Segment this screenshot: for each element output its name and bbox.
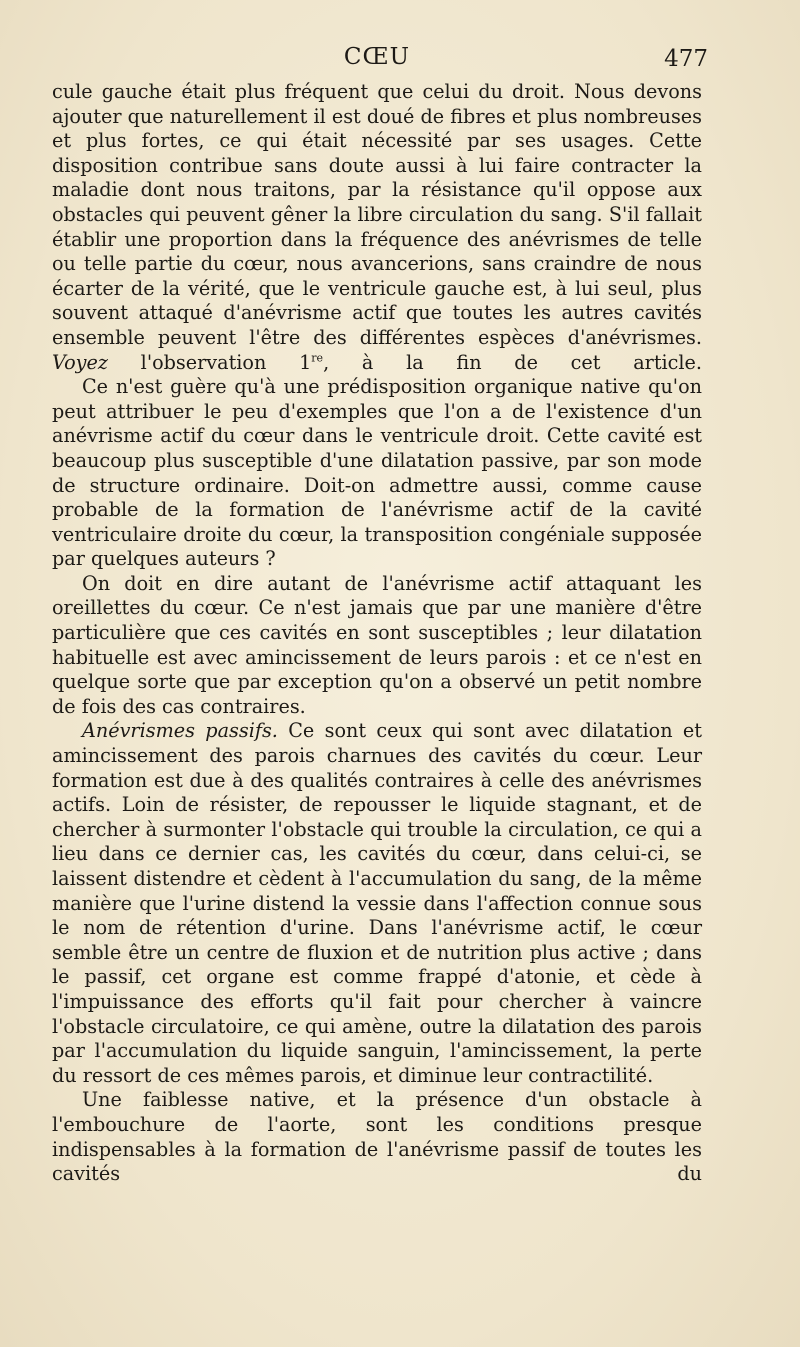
body-text bbox=[52, 80, 702, 1187]
paragraph-1-end: , à la fin de cet article. bbox=[323, 350, 702, 374]
running-head bbox=[52, 44, 708, 80]
paragraph-2 bbox=[52, 375, 702, 572]
page-number: 477 bbox=[664, 46, 708, 72]
ordinal-superscript: re bbox=[311, 351, 324, 365]
paragraph-4 bbox=[52, 719, 702, 1088]
paragraph-5-text: Une faiblesse native, et la présence d'un obstacle à l'embouchure de l'aorte, sont les conditions presque indispensables à la formation de l'anévrisme passif de toutes les cavités du bbox=[52, 1088, 702, 1186]
paragraph-1-text: cule gauche était plus fréquent que celui du droit. Nous devons ajouter que naturellement il est doué de fibres et plus nombreuses et plus fortes, ce qui était nécessité par ses usages. Cette disposition contribue sans doute aussi à lui faire contracter la maladie dont nous traitons, par la résistance qu'il oppose aux obstacles qui peuvent gêner la libre circulation du sang. S'il fallait établir une proportion dans la fréquence des anévrismes de telle ou telle partie du cœur, nous avancerions, sans craindre de nous écarter de la vérité, que le ventricule gauche est, à lui seul, plus souvent attaqué d'anévrisme actif que toutes les autres cavités ensemble peuvent l'être des différentes espèces d'anévrismes. bbox=[52, 80, 702, 349]
voyez-reference: Voyez bbox=[52, 350, 108, 374]
paragraph-3 bbox=[52, 572, 702, 720]
paragraph-4-text: Ce sont ceux qui sont avec dilatation et amincissement des parois charnues des cavités du cœur. Leur formation est due à des qualités contraires à celle des anévrismes actifs. Loin de résister, de repousser le liquide stagnant, et de chercher à surmonter l'obstacle qui trouble la circulation, ce qui a lieu dans ce dernier cas, les cavités du cœur, dans celui-ci, se laissent distendre et cèdent à l'accumulation du sang, de la même manière que l'urine distend la vessie dans l'affection connue sous le nom de rétention d'urine. Dans l'anévrisme actif, le cœur semble être un centre de fluxion et de nutrition plus active ; dans le passif, cet organe est comme frappé d'atonie, et cède à l'impuissance des efforts qu'il fait pour chercher à vaincre l'obstacle circulatoire, ce qui amène, outre la dilatation des parois par l'accumulation du liquide sanguin, l'amincissement, la perte du ressort de ces mêmes parois, et diminue leur contractilité. bbox=[52, 719, 702, 1087]
paragraph-1 bbox=[52, 80, 702, 375]
page-title: CŒU bbox=[343, 44, 411, 70]
observation-label: l'observation 1 bbox=[107, 350, 312, 374]
paragraph-2-text: Ce n'est guère qu'à une prédisposition organique native qu'on peut attribuer le peu d'exemples que l'on a de l'existence d'un anévrisme actif du cœur dans le ventricule droit. Cette cavité est beaucoup plus susceptible d'une dilatation passive, par son mode de structure ordinaire. Doit-on admettre aussi, comme cause probable de la formation de l'anévrisme actif de la cavité ventriculaire droite du cœur, la transposition congéniale supposée par quelques auteurs ? bbox=[52, 375, 702, 571]
paragraph-3-text: On doit en dire autant de l'anévrisme actif attaquant les oreillettes du cœur. Ce n'est jamais que par une manière d'être particulière que ces cavités en sont susceptibles ; leur dilatation habituelle est avec amincissement de leurs parois : et ce n'est en quelque sorte que par exception qu'on a observé un petit nombre de fois des cas contraires. bbox=[52, 571, 702, 718]
paragraph-5 bbox=[52, 1088, 702, 1186]
section-heading-anevrismes-passifs: Anévrismes passifs. bbox=[82, 719, 278, 743]
